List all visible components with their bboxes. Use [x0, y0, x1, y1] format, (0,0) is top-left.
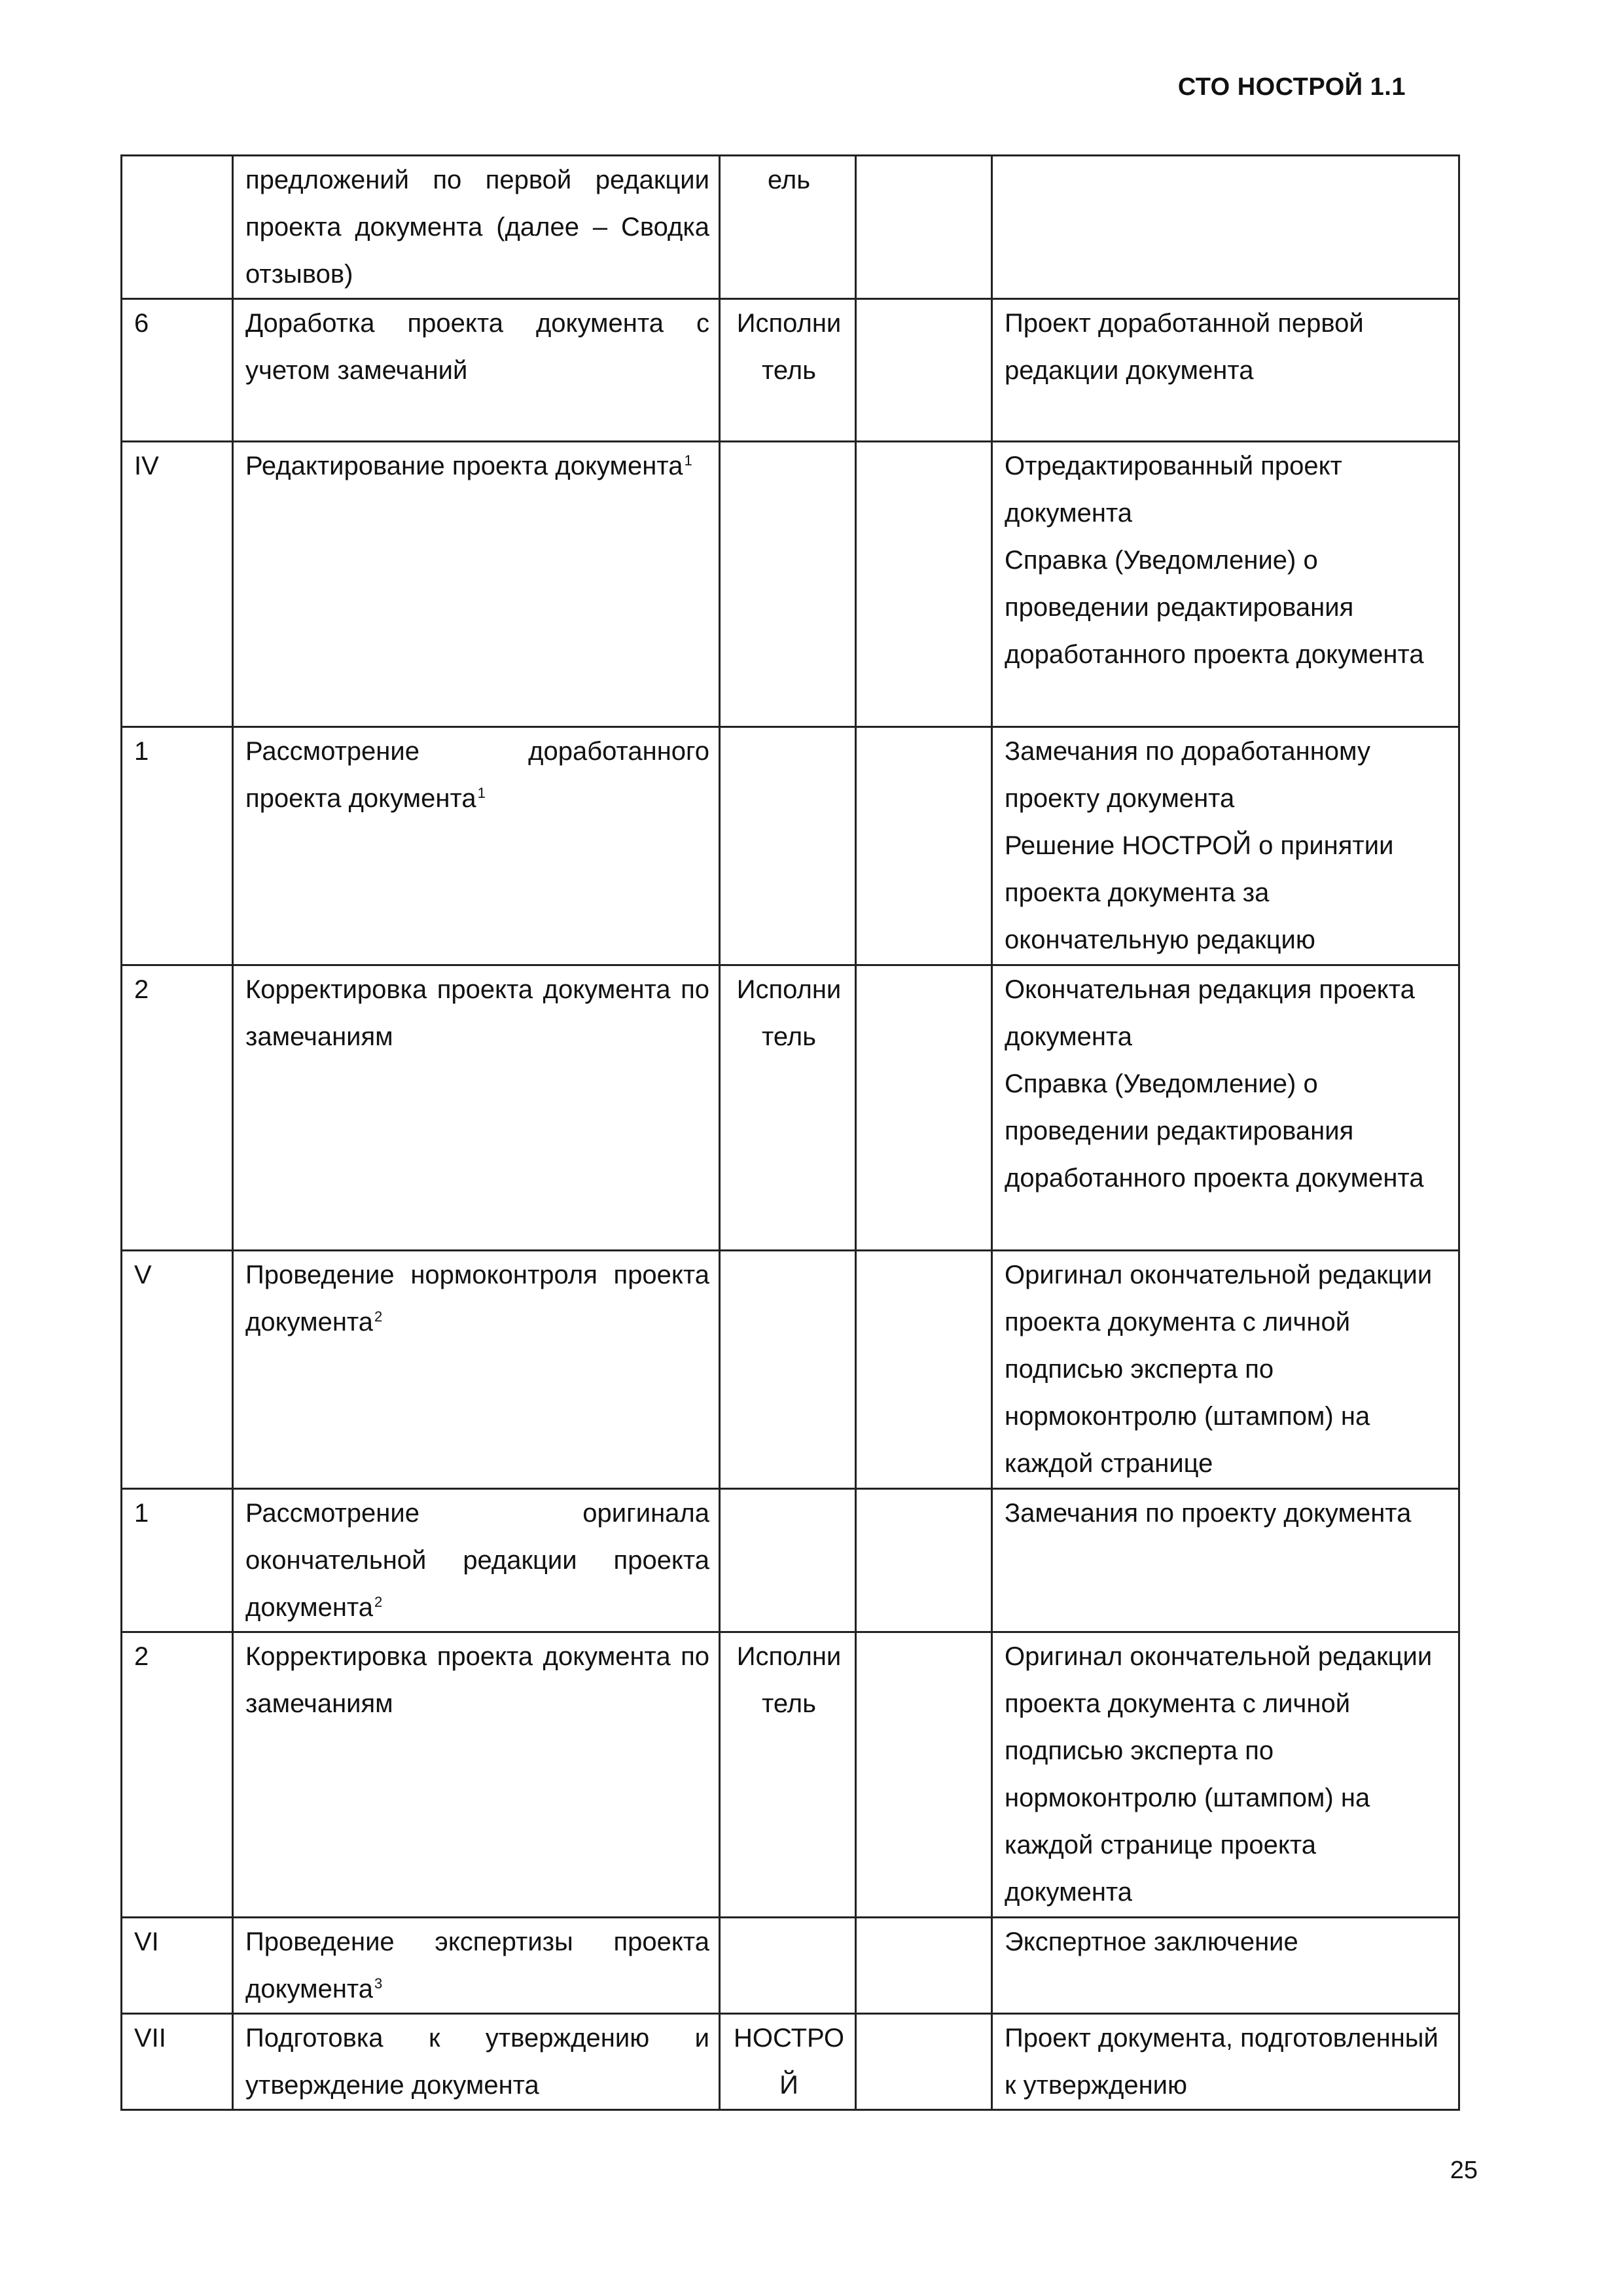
- deadline-cell: [856, 727, 992, 965]
- table-row: [122, 1918, 1459, 2014]
- stage-description-text: предложений по первой редакции проекта документа (далее – Сводка отзывов): [245, 166, 709, 289]
- stage-number-cell: 1: [122, 1489, 233, 1632]
- stage-description-cell: [233, 156, 720, 299]
- result-cell: [992, 2014, 1459, 2110]
- result-line: Экспертное заключение: [1005, 1928, 1298, 1956]
- stage-description-text: Рассмотрение оригинала окончательной редакции проекта документа: [245, 1499, 709, 1622]
- table-row: [122, 727, 1459, 965]
- table-row: [122, 1251, 1459, 1489]
- stage-number-cell: 2: [122, 965, 233, 1251]
- stage-description-text: Редактирование проекта документа: [245, 452, 683, 480]
- table-row: [122, 299, 1459, 442]
- deadline-cell: [856, 1251, 992, 1489]
- deadline-cell: [856, 156, 992, 299]
- footnote-reference: 2: [374, 1308, 383, 1325]
- stage-number-cell: V: [122, 1251, 233, 1489]
- result-cell: [992, 442, 1459, 727]
- table-row: [122, 965, 1459, 1251]
- result-cell: [992, 965, 1459, 1251]
- table-row: [122, 442, 1459, 727]
- executor-cell: Исполнитель: [720, 299, 856, 442]
- result-line: Оригинал окончательной редакции проекта документа с личной подписью эксперта по нормоконтролю (штампом) на каждой странице проекта документа: [1005, 1642, 1433, 1907]
- stage-description-cell: [233, 965, 720, 1251]
- result-line: Замечания по проекту документа: [1005, 1499, 1412, 1528]
- page-number: 25: [1450, 2157, 1478, 2184]
- stage-description-cell: [233, 1251, 720, 1489]
- result-cell: [992, 727, 1459, 965]
- stage-number-cell: [122, 156, 233, 299]
- executor-cell: [720, 1251, 856, 1489]
- deadline-cell: [856, 299, 992, 442]
- stage-description-cell: [233, 1489, 720, 1632]
- table-row: [122, 1632, 1459, 1918]
- stage-description-text: Рассмотрение доработанного проекта документа: [245, 737, 709, 813]
- stage-number-cell: 1: [122, 727, 233, 965]
- result-line: Справка (Уведомление) о проведении редактирования доработанного проекта документа: [1005, 1069, 1424, 1193]
- result-line: Оригинал окончательной редакции проекта документа с личной подписью эксперта по нормоконтролю (штампом) на каждой странице: [1005, 1261, 1433, 1478]
- executor-cell: [720, 1918, 856, 2014]
- result-line: Окончательная редакция проекта документа: [1005, 975, 1415, 1051]
- result-cell: [992, 1489, 1459, 1632]
- table-row: [122, 1489, 1459, 1632]
- procedure-table-body: [122, 156, 1459, 2110]
- deadline-cell: [856, 442, 992, 727]
- executor-cell: [720, 442, 856, 727]
- stage-description-cell: [233, 299, 720, 442]
- stage-description-text: Подготовка к утверждению и утверждение документа: [245, 2024, 709, 2100]
- table-row: [122, 156, 1459, 299]
- result-cell: [992, 1251, 1459, 1489]
- stage-number-cell: VI: [122, 1918, 233, 2014]
- executor-cell: НОСТРОЙ: [720, 2014, 856, 2110]
- stage-description-cell: [233, 2014, 720, 2110]
- result-line: Решение НОСТРОЙ о принятии проекта документа за окончательную редакцию: [1005, 831, 1394, 954]
- deadline-cell: [856, 1918, 992, 2014]
- footnote-reference: 1: [684, 452, 692, 469]
- result-cell: [992, 299, 1459, 442]
- stage-number-cell: 6: [122, 299, 233, 442]
- procedure-table: [120, 154, 1460, 2111]
- result-cell: [992, 156, 1459, 299]
- deadline-cell: [856, 2014, 992, 2110]
- deadline-cell: [856, 965, 992, 1251]
- result-line: Проект документа, подготовленный к утверждению: [1005, 2024, 1438, 2100]
- executor-cell: [720, 727, 856, 965]
- document-code-header: СТО НОСТРОЙ 1.1: [1177, 73, 1406, 101]
- stage-description-text: Проведение экспертизы проекта документа: [245, 1928, 709, 2003]
- stage-description-text: Проведение нормоконтроля проекта документа: [245, 1261, 709, 1336]
- result-line: Замечания по доработанному проекту документа: [1005, 737, 1370, 813]
- stage-number-cell: VII: [122, 2014, 233, 2110]
- stage-description-cell: [233, 1632, 720, 1918]
- deadline-cell: [856, 1632, 992, 1918]
- footnote-reference: 2: [374, 1593, 383, 1610]
- result-line: Проект доработанной первой редакции документа: [1005, 309, 1364, 385]
- executor-cell: [720, 1489, 856, 1632]
- stage-description-text: Доработка проекта документа с учетом замечаний: [245, 309, 709, 385]
- stage-description-text: Корректировка проекта документа по замечаниям: [245, 1642, 709, 1718]
- result-line: Справка (Уведомление) о проведении редактирования доработанного проекта документа: [1005, 546, 1424, 669]
- executor-cell: Исполнитель: [720, 965, 856, 1251]
- executor-cell: ель: [720, 156, 856, 299]
- stage-description-cell: [233, 727, 720, 965]
- result-cell: [992, 1632, 1459, 1918]
- deadline-cell: [856, 1489, 992, 1632]
- result-line: Отредактированный проект документа: [1005, 452, 1342, 528]
- result-cell: [992, 1918, 1459, 2014]
- executor-cell: Исполнитель: [720, 1632, 856, 1918]
- footnote-reference: 1: [477, 784, 486, 801]
- stage-description-text: Корректировка проекта документа по замечаниям: [245, 975, 709, 1051]
- stage-number-cell: IV: [122, 442, 233, 727]
- footnote-reference: 3: [374, 1975, 383, 1992]
- table-row: [122, 2014, 1459, 2110]
- stage-description-cell: [233, 1918, 720, 2014]
- stage-number-cell: 2: [122, 1632, 233, 1918]
- stage-description-cell: [233, 442, 720, 727]
